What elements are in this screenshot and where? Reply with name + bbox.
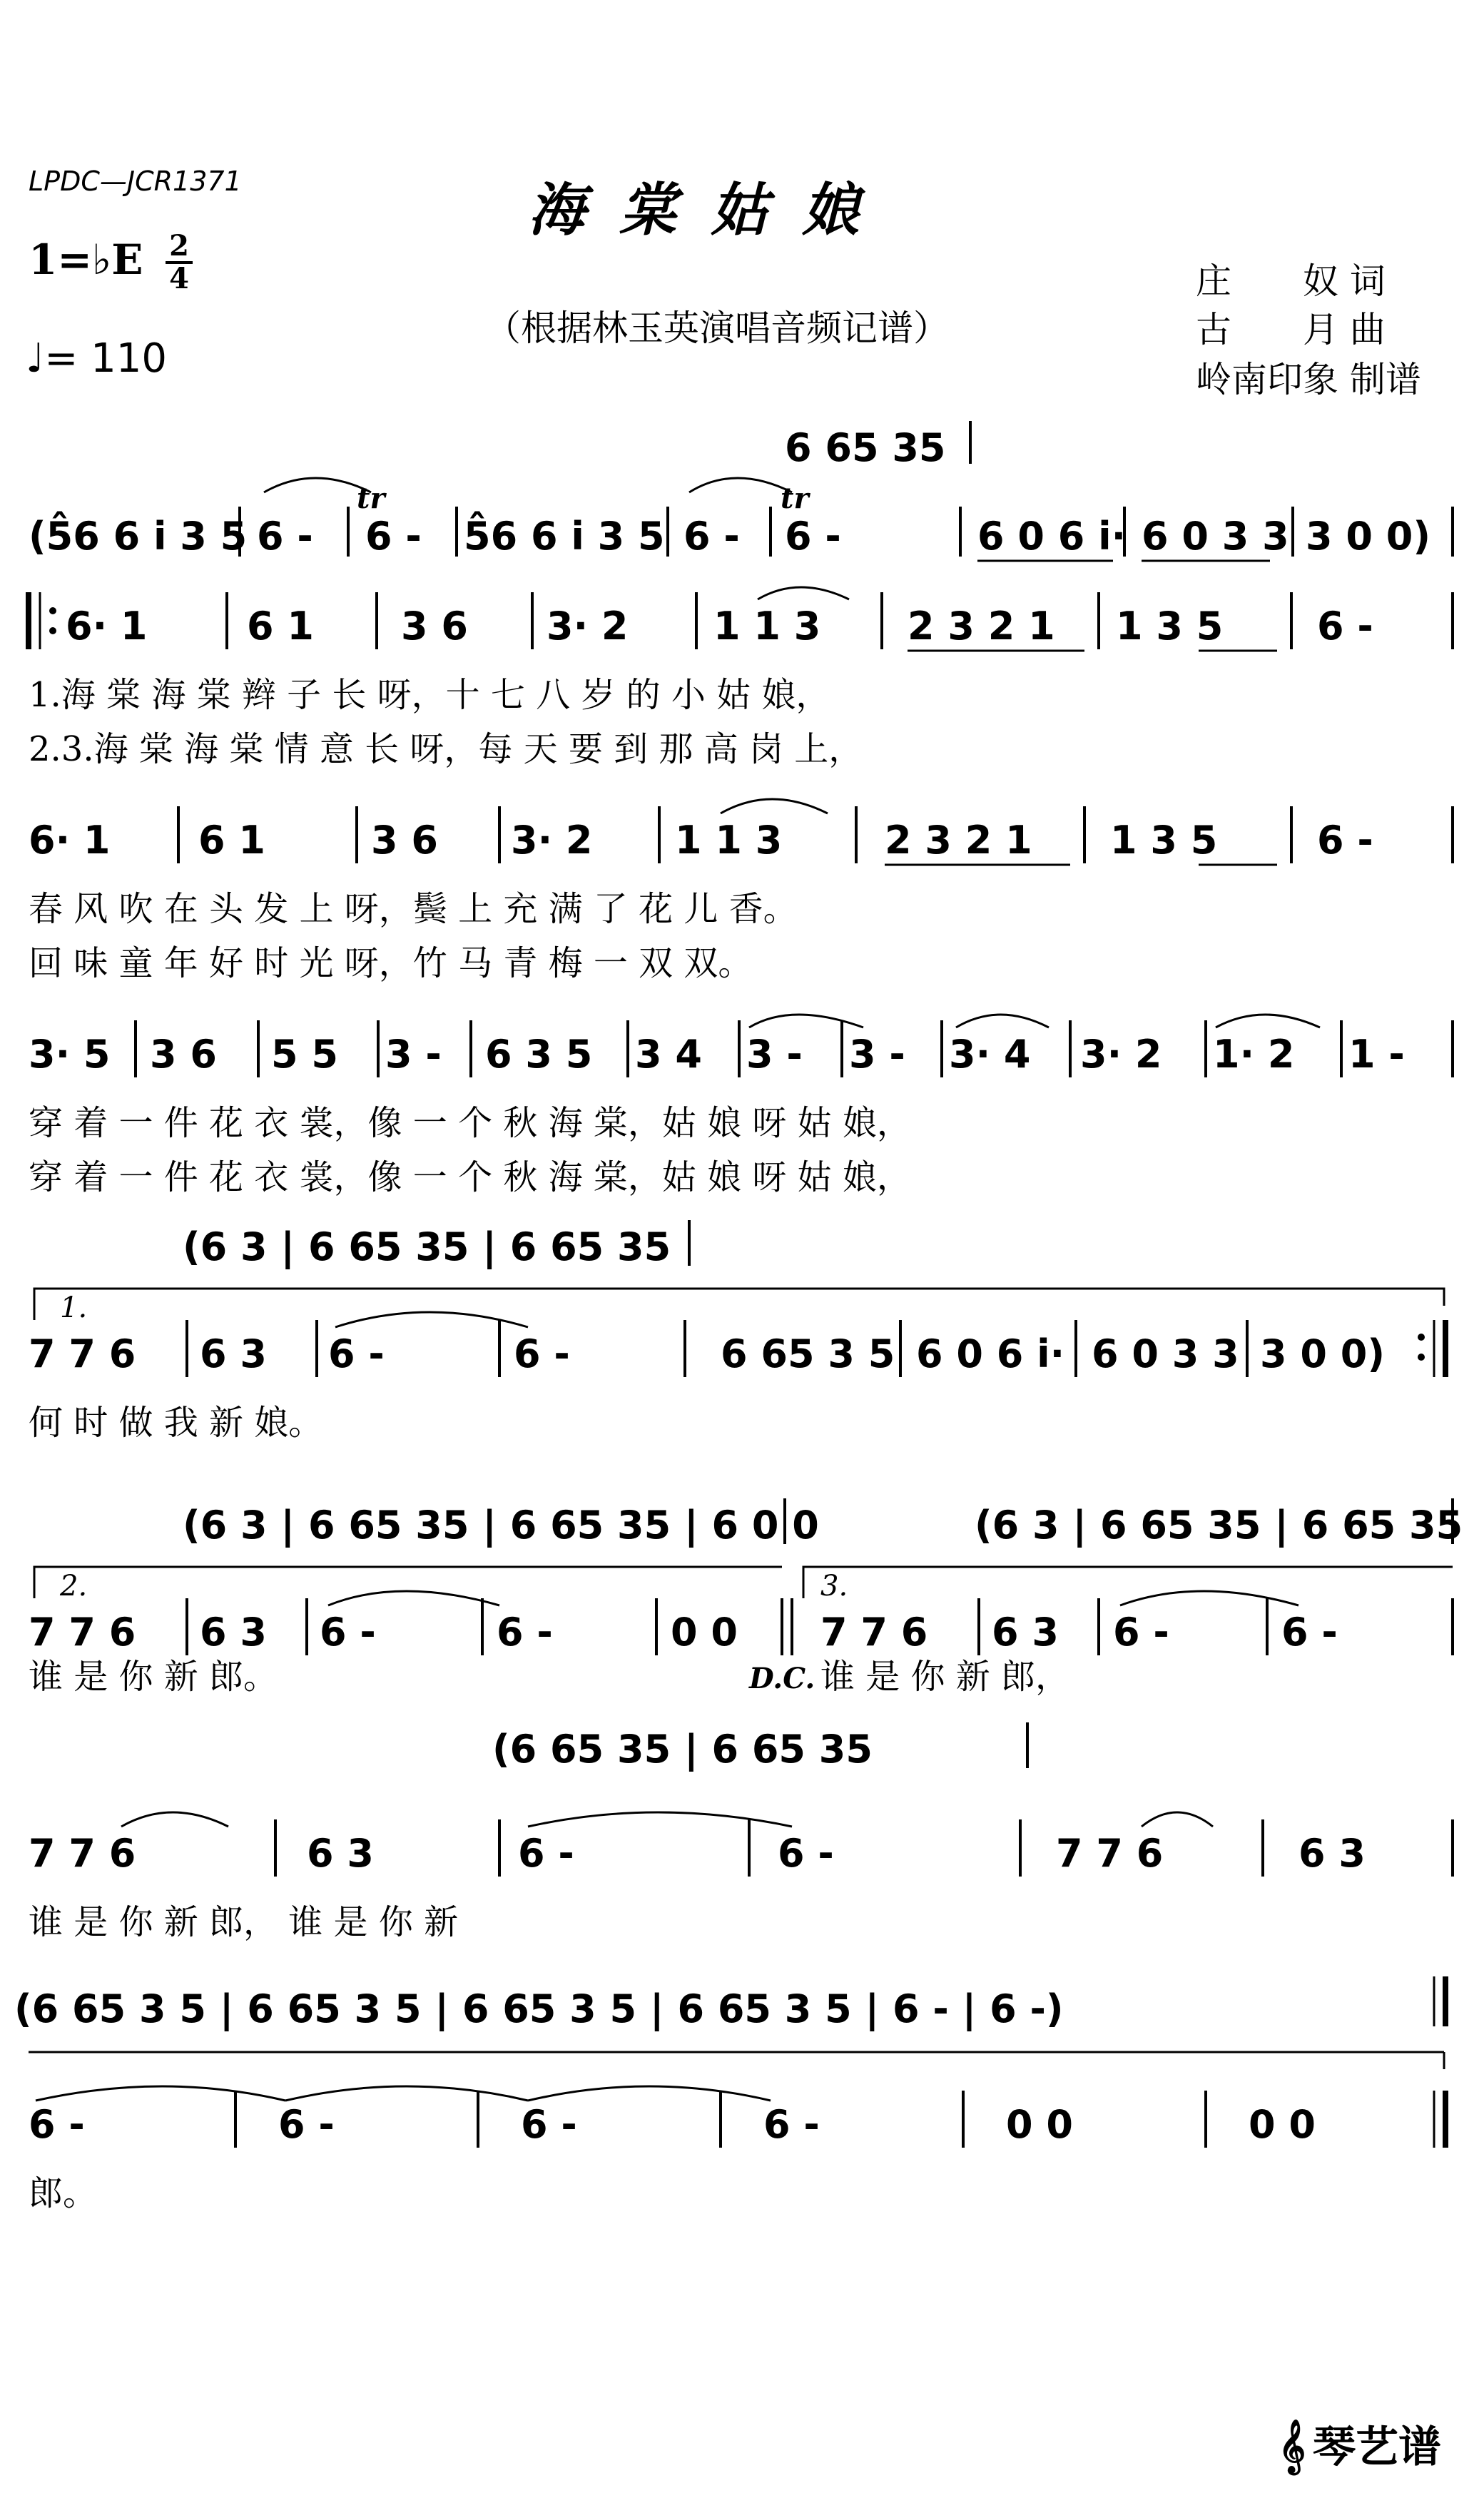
- ending-3-measure: 6 -: [1113, 1610, 1169, 1655]
- coda-a-measure: 7 7 6: [1056, 1831, 1164, 1876]
- chorus-measure: 3 -: [849, 1032, 905, 1077]
- coda-a-measure: 6 3: [307, 1831, 374, 1876]
- verse-a-measure: 1 3 5: [1116, 604, 1224, 649]
- coda-b-measure: 0 0: [1249, 2102, 1316, 2147]
- verse-a-measure: 1 1 3: [713, 604, 821, 649]
- coda-a-cue: (6 65 35 | 6 65 35: [492, 1727, 873, 1772]
- verse-a-row: [29, 587, 1453, 651]
- coda-b-measure: 0 0: [1006, 2102, 1073, 2147]
- ending-1-label: 1.: [60, 1291, 88, 1324]
- chorus-measure: 3 -: [746, 1032, 803, 1077]
- verse-a-measure: 2 3 2 1: [908, 604, 1055, 649]
- svg-text:tr: tr: [781, 482, 809, 515]
- chorus-lyrics-2: 穿 着 一 件 花 衣 裳，像 一 个 秋 海 棠，姑 娘 呀 姑 娘，: [29, 1157, 911, 1197]
- page-title: 海棠姑娘: [528, 176, 893, 243]
- ending-3-lyrics: 谁 是 你 新 郎，: [820, 1657, 1070, 1697]
- ending-3-cue: (6 3 | 6 65 35 | 6 65 35: [975, 1503, 1463, 1548]
- verse-b-row: [29, 799, 1453, 865]
- verse-b-measure: 6 -: [1317, 818, 1373, 863]
- ending-2-cue: (6 3 | 6 65 35 | 6 65 35 | 6 0 0: [183, 1503, 819, 1548]
- verse-b-lyrics-1: 春 风 吹 在 头 发 上 呀，鬓 上 充 满 了 花 儿 香。: [29, 889, 798, 929]
- ending-2-measure: 6 -: [497, 1610, 553, 1655]
- ending-1-measure: 6 3: [200, 1331, 267, 1376]
- ending-1-measure: 6 0 6 i·: [916, 1331, 1065, 1376]
- subtitle: （根据林玉英演唱音频记谱）: [485, 308, 949, 349]
- coda-a-measure: 6 -: [778, 1831, 834, 1876]
- verse-b-measure: 1 3 5: [1110, 818, 1218, 863]
- intro-measure: 3 0 0): [1306, 514, 1430, 559]
- time-signature-denominator: 4: [169, 262, 189, 295]
- coda-a-measure: 6 -: [518, 1831, 574, 1876]
- ending-1-measure: 6 0 3 3: [1092, 1331, 1239, 1376]
- ending-2-lyrics: 谁 是 你 新 郎。: [29, 1657, 278, 1697]
- verse-b-measure: 3· 2: [511, 818, 593, 863]
- ending-2-measure: 6 3: [200, 1610, 267, 1655]
- ending-1-row: [29, 1312, 1445, 1377]
- ending-2-measure: 6 -: [320, 1610, 376, 1655]
- coda-b-measure: 6 -: [763, 2102, 820, 2147]
- coda-b-measure: 6 -: [29, 2102, 85, 2147]
- coda-a-row: [29, 1812, 1453, 1877]
- coda-a-lyrics: 谁 是 你 新 郎， 谁 是 你 新: [29, 1902, 459, 1942]
- ending-1-lyrics: 何 时 做 我 新 娘。: [29, 1403, 323, 1443]
- verse-b-lyrics-2: 回 味 童 年 好 时 光 呀，竹 马 青 梅 一 双 双。: [29, 943, 753, 983]
- ending-3-measure: 6 -: [1281, 1610, 1338, 1655]
- coda-b-measure: 6 -: [278, 2102, 335, 2147]
- ending-2-measure: 7 7 6: [29, 1610, 136, 1655]
- chorus-lyrics-1: 穿 着 一 件 花 衣 裳，像 一 个 秋 海 棠，姑 娘 呀 姑 娘，: [29, 1103, 911, 1143]
- chorus-row: [29, 1015, 1453, 1077]
- intro-measure: (5̂6 6 i 3 5: [29, 514, 248, 559]
- ending-2-measure: 0 0: [671, 1610, 738, 1655]
- dc-marking: D.C.: [749, 1662, 815, 1695]
- ending-1-cue: (6 3 | 6 65 35 | 6 65 35: [183, 1224, 671, 1269]
- verse-b-measure: 3 6: [371, 818, 438, 863]
- verse-b-measure: 1 1 3: [675, 818, 783, 863]
- intro-measure: 6 -: [683, 514, 740, 559]
- site-watermark: 𝄞 琴艺谱: [1279, 2420, 1441, 2473]
- chorus-measure: 1 -: [1348, 1032, 1405, 1077]
- intro-measure: 5̂6 6 i 3 5: [464, 514, 665, 559]
- chorus-measure: 6 3 5: [485, 1032, 593, 1077]
- chorus-measure: 3· 5: [29, 1032, 111, 1077]
- verse-a-measure: 6 1: [247, 604, 314, 649]
- score-code: LPDC—JCR1371: [29, 166, 242, 197]
- chorus-measure: 3· 2: [1080, 1032, 1162, 1077]
- chorus-measure: 3 4: [635, 1032, 702, 1077]
- verse-a-measure: 3 6: [401, 604, 468, 649]
- ending-3-label: 3.: [820, 1570, 848, 1603]
- verse-a-measure: 6 -: [1317, 604, 1373, 649]
- chorus-measure: 5 5: [271, 1032, 338, 1077]
- chorus-measure: 3 6: [150, 1032, 217, 1077]
- arranger-credit: 岭南印象 制谱: [1196, 359, 1421, 400]
- ending-1-measure: 3 0 0): [1260, 1331, 1385, 1376]
- chorus-measure: 3 -: [385, 1032, 442, 1077]
- verse-b-measure: 6 1: [198, 818, 265, 863]
- coda-b-cue: (6 65 3 5 | 6 65 3 5 | 6 65 3 5 | 6 65 3 5 | 6 - | 6 -): [14, 1986, 1064, 2031]
- intro-row: [29, 478, 1453, 561]
- intro-measure: 6 0 3 3: [1142, 514, 1289, 559]
- intro-measure: 6 -: [785, 514, 841, 559]
- verse-b-measure: 2 3 2 1: [885, 818, 1032, 863]
- coda-b-measure: 6 -: [521, 2102, 577, 2147]
- coda-b-lyrics: 郎。: [29, 2173, 98, 2213]
- ending-3-row: [820, 1591, 1453, 1655]
- coda-a-measure: 6 3: [1298, 1831, 1366, 1876]
- ending-1-measure: 6 65 3 5: [721, 1331, 895, 1376]
- tempo-marking: ♩= 110: [26, 335, 168, 382]
- site-logo-icon: 𝄞: [1279, 2420, 1306, 2473]
- verse-b-measure: 6· 1: [29, 818, 111, 863]
- ending-3-measure: 6 3: [992, 1610, 1059, 1655]
- verse-a-measure: 3· 2: [547, 604, 629, 649]
- ending-3-measure: 7 7 6: [820, 1610, 928, 1655]
- intro-measure: 6 -: [365, 514, 422, 559]
- coda-b-row: [29, 2086, 1445, 2148]
- composer-credit: 古 月 曲: [1196, 309, 1386, 350]
- ending-2-row: [29, 1591, 792, 1655]
- time-signature-numerator: 2: [169, 229, 189, 263]
- svg-text:tr: tr: [357, 482, 385, 515]
- ending-1-measure: 6 -: [328, 1331, 385, 1376]
- verse-a-lyrics-2: 2.3.海 棠 海 棠 情 意 长 呀，每 天 要 到 那 高 岗 上，: [29, 729, 863, 769]
- ending-1-measure: 7 7 6: [29, 1331, 136, 1376]
- coda-a-measure: 7 7 6: [29, 1831, 136, 1876]
- ending-2-label: 2.: [60, 1570, 88, 1603]
- intro-cue: 6 65 35: [785, 425, 946, 470]
- chorus-measure: 3· 4: [949, 1032, 1031, 1077]
- verse-a-measure: 6· 1: [66, 604, 148, 649]
- intro-measure: 6 -: [257, 514, 313, 559]
- key-signature: 1=♭E: [29, 235, 143, 284]
- verse-a-lyrics-1: 1.海 棠 海 棠 辫 子 长 呀，十 七 八 岁 的 小 姑 娘，: [29, 675, 830, 715]
- lyricist-credit: 庄 奴 词: [1196, 260, 1386, 302]
- chorus-measure: 1· 2: [1213, 1032, 1295, 1077]
- ending-1-measure: 6 -: [514, 1331, 570, 1376]
- intro-measure: 6 0 6 i·: [977, 514, 1127, 559]
